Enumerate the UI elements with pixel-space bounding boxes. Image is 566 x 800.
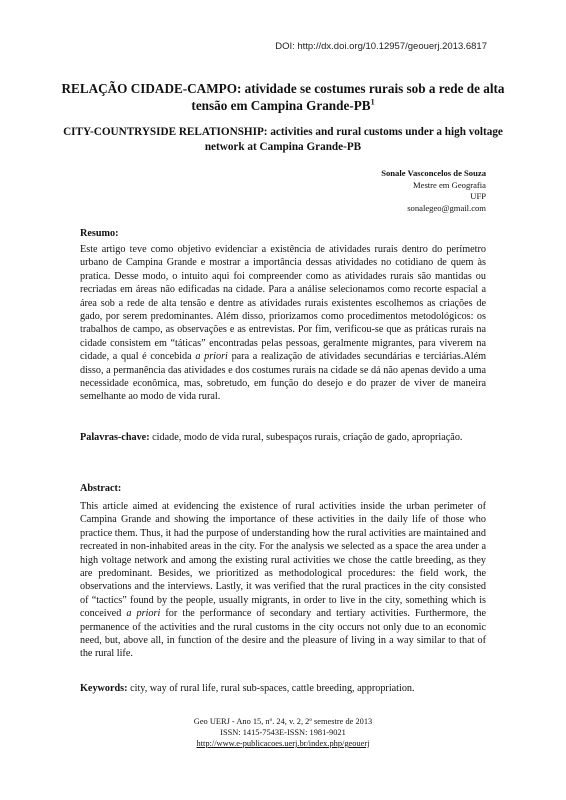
abstract-text-2: for the performance of secondary and tertiary activities. Furthermore, the permanence of the activities and the rural customs in the city occurs not only due to an economic need, but, above all, in function of the desire and the pleasure of living in a way similar to that of the rural life.	[80, 608, 487, 660]
author-email[interactable]: sonalegeo@gmail.com	[407, 202, 486, 213]
keywords	[80, 682, 486, 695]
page-footer	[100, 716, 466, 749]
footer-issn: ISSN: 1415-7543E-ISSN: 1981-9021	[220, 728, 346, 737]
resumo-paragraph	[80, 243, 486, 404]
footer-journal: Geo UERJ - Ano 15, nº. 24, v. 2, 2º semestre de 2013	[193, 717, 373, 726]
keywords-text: city, way of rural life, rural sub-spaces, cattle breeding, appropriation.	[130, 683, 415, 694]
palavras-chave-label: Palavras-chave:	[80, 432, 150, 443]
abstract-paragraph	[80, 500, 486, 661]
abstract-italic: a priori	[126, 608, 161, 620]
resumo-text-2: para a realização de atividades secundárias e terciárias.Além disso, a permanência das atividades e dos costumes rurais na cidade se dá não apenas devido a uma necessidade econômica, mas, sobretudo, em função do desejo e do prazer de viver de maneira semelhante ao modo de vida rural.	[80, 351, 487, 403]
title-english: CITY-COUNTRYSIDE RELATIONSHIP: activities and rural customs under a high voltage network at Campina Grande-PB	[63, 126, 503, 153]
abstract-text-1: This article aimed at evidencing the existence of rural activities inside the urban perimeter of Campina Grande and showing the importance of these activities in the daily life of those who practice them. Thus, it had the purpose of understanding how the rural activities are maintained and recreated in non-inhabited areas in the city. For the analysis we selected as a space the area under a high voltage network and among the existing rural activities we chose the cattle breeding, as they are predominant. Besides, we prioritized as methodological procedures: the field work, the observations and the interviews. Lastly, it was verified that the rural practices in the city consisted of “tactics” found by the people, usually migrants, in order to live in the city, something which is conceived	[80, 501, 486, 620]
resumo-heading: Resumo:	[80, 228, 119, 239]
keywords-label: Keywords:	[80, 683, 128, 694]
resumo-text-1: Este artigo teve como objetivo evidenciar a existência de atividades rurais dentro do perímetro urbano de Campina Grande e mostrar a importância dessas atividades no cotidiano de quem às pratica. Desse modo, o intuito aqui foi compreender como as atividades rurais são mantidas ou recriadas em áreas não edificadas na cidade. Para a análise selecionamos como recorte espacial a área sob a rede de alta tensão e dentre as atividades rurais existentes escolhemos as criações de gado, por serem predominantes. Além disso, priorizamos como procedimentos metodológicos: os trabalhos de campo, as observações e as entrevistas. Por fim, verificou-se que as práticas rurais na cidade consistem em “táticas” encontradas pelas pessoas, geralmente migrantes, para viverem na cidade, a qual é concebida	[80, 244, 486, 363]
title-portuguese-text: RELAÇÃO CIDADE-CAMPO: atividade se costumes rurais sob a rede de alta tensão em Campina Grande-PB	[61, 81, 505, 113]
author-degree: Mestre em Geografia	[412, 179, 486, 190]
author-name: Sonale Vasconcelos de Souza	[381, 168, 486, 178]
author-block	[381, 168, 486, 214]
footer-url-link[interactable]: http://www.e-publicacoes.uerj.br/index.php/geouerj	[196, 739, 370, 748]
title-portuguese	[60, 80, 506, 114]
palavras-chave-text: cidade, modo de vida rural, subespaços rurais, criação de gado, apropriação.	[152, 432, 463, 443]
doi-header[interactable]: DOI: http://dx.doi.org/10.12957/geouerj.2013.6817	[275, 41, 487, 52]
abstract-heading: Abstract:	[80, 483, 122, 494]
title-footnote-mark[interactable]: 1	[370, 97, 375, 107]
resumo-italic: a priori	[195, 351, 228, 363]
palavras-chave	[80, 431, 486, 444]
author-institution: UFP	[470, 191, 486, 201]
